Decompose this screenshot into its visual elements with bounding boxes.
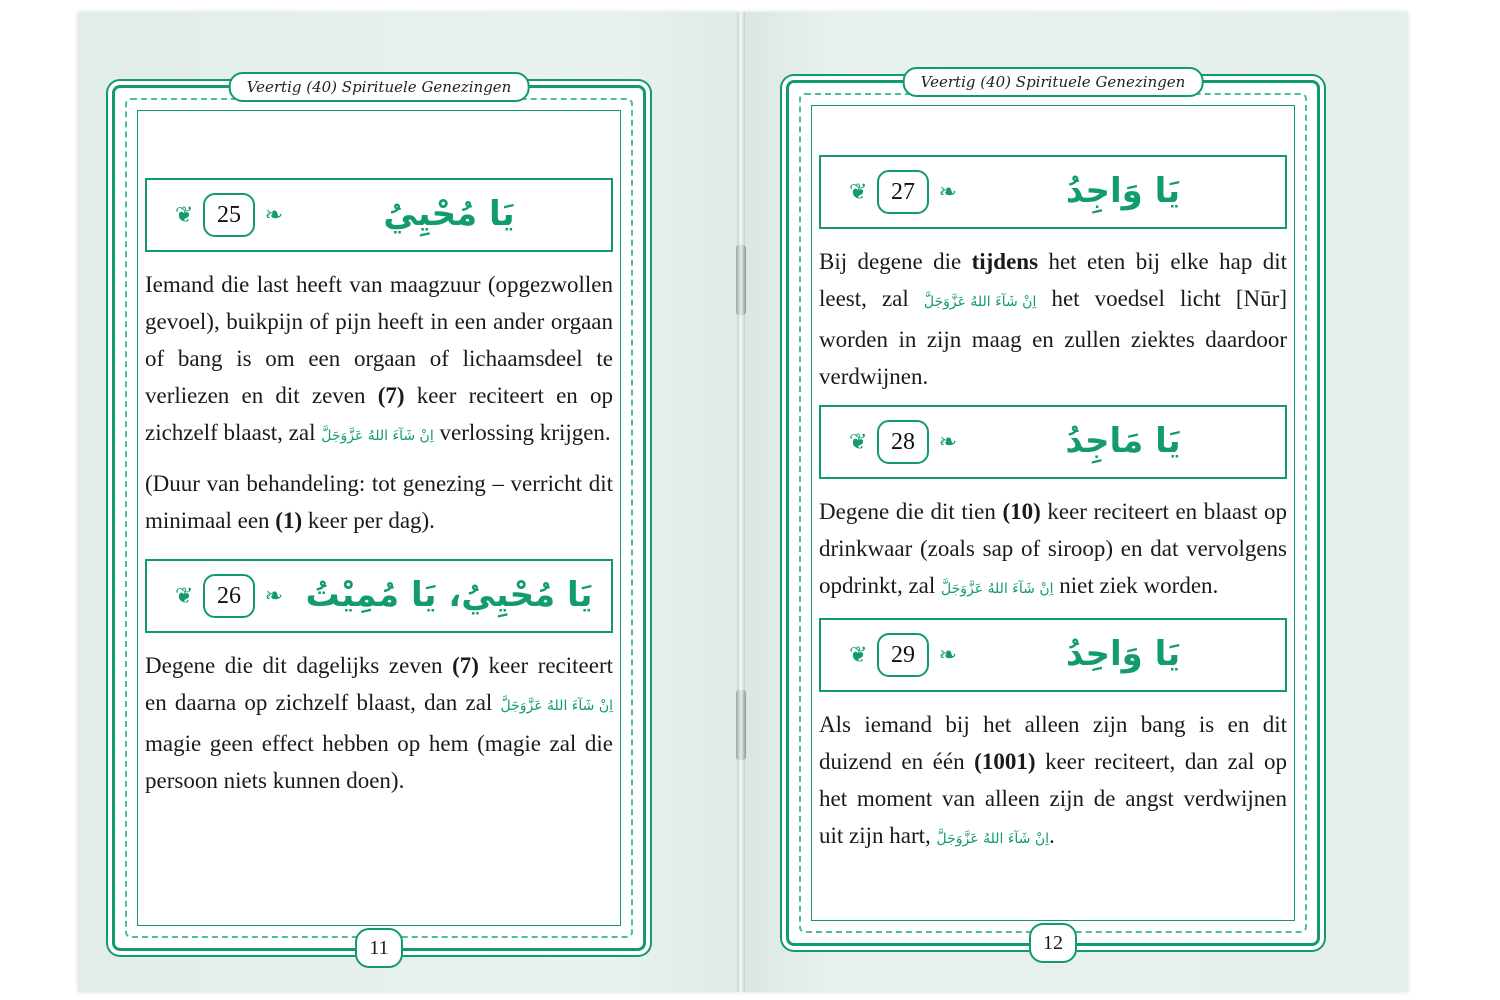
flourish-icon: ❧	[938, 429, 957, 454]
right-page-frame	[786, 73, 1320, 954]
entry-27-arabic-name: يَا وَاجِدُ	[1065, 171, 1181, 211]
insha-allah-inscription: اِنْ شَآءَ اللهُ عَزَّوَجَلَّ	[923, 294, 1037, 310]
flourish-icon: ❦	[849, 429, 868, 454]
entry-25-number-badge	[175, 192, 283, 238]
right-page-number: 12	[1029, 923, 1077, 963]
entry-28-number-badge	[849, 419, 957, 465]
insha-allah-inscription: اِنْ شَآءَ اللهُ عَزَّوَجَلَّ	[941, 581, 1054, 597]
left-page-content	[145, 178, 613, 809]
flourish-icon: ❦	[175, 202, 194, 227]
entry-26-text: Degene die dit dagelijks zeven (7) keer reciteert en daarna op zichzelf blaast, dan zal اِنْ شَآءَ اللهُ عَزَّوَجَلَّ magie geen effect hebben op hem (magie zal die persoon niets kunnen doen).	[145, 653, 614, 793]
entry-25-text: Iemand die last heeft van maagzuur (opgezwollen gevoel), buikpijn of pijn heeft in een ander orgaan of bang is om een orgaan of lichaamsdeel te verliezen en dit zeven (7) keer reciteert en op zichzelf blaast, zal اِنْ شَآءَ اللهُ عَزَّوَجَلَّ verlossing krijgen.	[145, 266, 613, 455]
entry-29-number: 29	[877, 633, 929, 677]
left-page-frame	[112, 78, 646, 959]
insha-allah-inscription: اِنْ شَآءَ اللهُ عَزَّوَجَلَّ	[936, 831, 1050, 847]
booklet-spine	[737, 12, 745, 992]
flourish-icon: ❦	[849, 642, 868, 667]
entry-25-arabic-name: يَا مُحْيِيُ	[383, 194, 515, 234]
flourish-icon: ❧	[938, 179, 957, 204]
entry-28-arabic-name: يَا مَاجِدُ	[1065, 421, 1181, 461]
entry-28-number: 28	[877, 420, 929, 464]
right-header-title: Veertig (40) Spirituele Genezingen	[903, 67, 1204, 97]
insha-allah-inscription: اِنْ شَآءَ اللهُ عَزَّوَجَلَّ	[500, 698, 613, 714]
entry-26-number: 26	[203, 574, 255, 618]
entry-27-heading	[819, 155, 1287, 229]
flourish-icon: ❧	[938, 642, 957, 667]
entry-29-number-badge	[849, 632, 957, 678]
entry-25-duration: (Duur van behandeling: tot genezing – verricht dit minimaal een (1) keer per dag).	[145, 471, 613, 533]
entry-28-heading	[819, 405, 1287, 479]
staple-bottom	[736, 690, 746, 760]
flourish-icon: ❧	[264, 583, 283, 608]
entry-25-heading	[145, 178, 613, 252]
flourish-icon: ❧	[264, 202, 283, 227]
entry-28-text: Degene die dit tien (10) keer reciteert en blaast op drinkwaar (zoals sap of siroop) en dat vervolgens opdrinkt, zal اِنْ شَآءَ اللهُ عَزَّوَجَلَّ niet ziek worden.	[819, 493, 1287, 608]
entry-26-number-badge	[175, 573, 283, 619]
entry-29-arabic-name: يَا وَاحِدُ	[1065, 634, 1181, 674]
left-page-number: 11	[355, 928, 403, 968]
entry-27-number-badge	[849, 169, 957, 215]
entry-25-number: 25	[203, 193, 255, 237]
flourish-icon: ❦	[175, 583, 194, 608]
entry-26-arabic-name: يَا مُحْيِيُ، يَا مُمِيْتُ	[305, 575, 593, 615]
flourish-icon: ❦	[849, 179, 868, 204]
entry-29-text: Als iemand bij het alleen zijn bang is en dit duizend en één (1001) keer reciteert, dan zal op het moment van alleen zijn de angst verdwijnen uit zijn hart, اِنْ شَآءَ اللهُ عَزَّوَجَلَّ.	[819, 706, 1287, 858]
left-header-title: Veertig (40) Spirituele Genezingen	[229, 72, 530, 102]
right-page-content	[819, 155, 1287, 868]
entry-29-heading	[819, 618, 1287, 692]
entry-27-number: 27	[877, 170, 929, 214]
staple-top	[736, 245, 746, 315]
entry-26-heading	[145, 559, 613, 633]
entry-27-text: Bij degene die tijdens het eten bij elke hap dit leest, zal اِنْ شَآءَ اللهُ عَزَّوَجَلَّ het voedsel licht [Nūr] worden in zijn maag en zullen ziektes daardoor verdwijnen.	[819, 249, 1288, 389]
insha-allah-inscription: اِنْ شَآءَ اللهُ عَزَّوَجَلَّ	[321, 428, 434, 444]
